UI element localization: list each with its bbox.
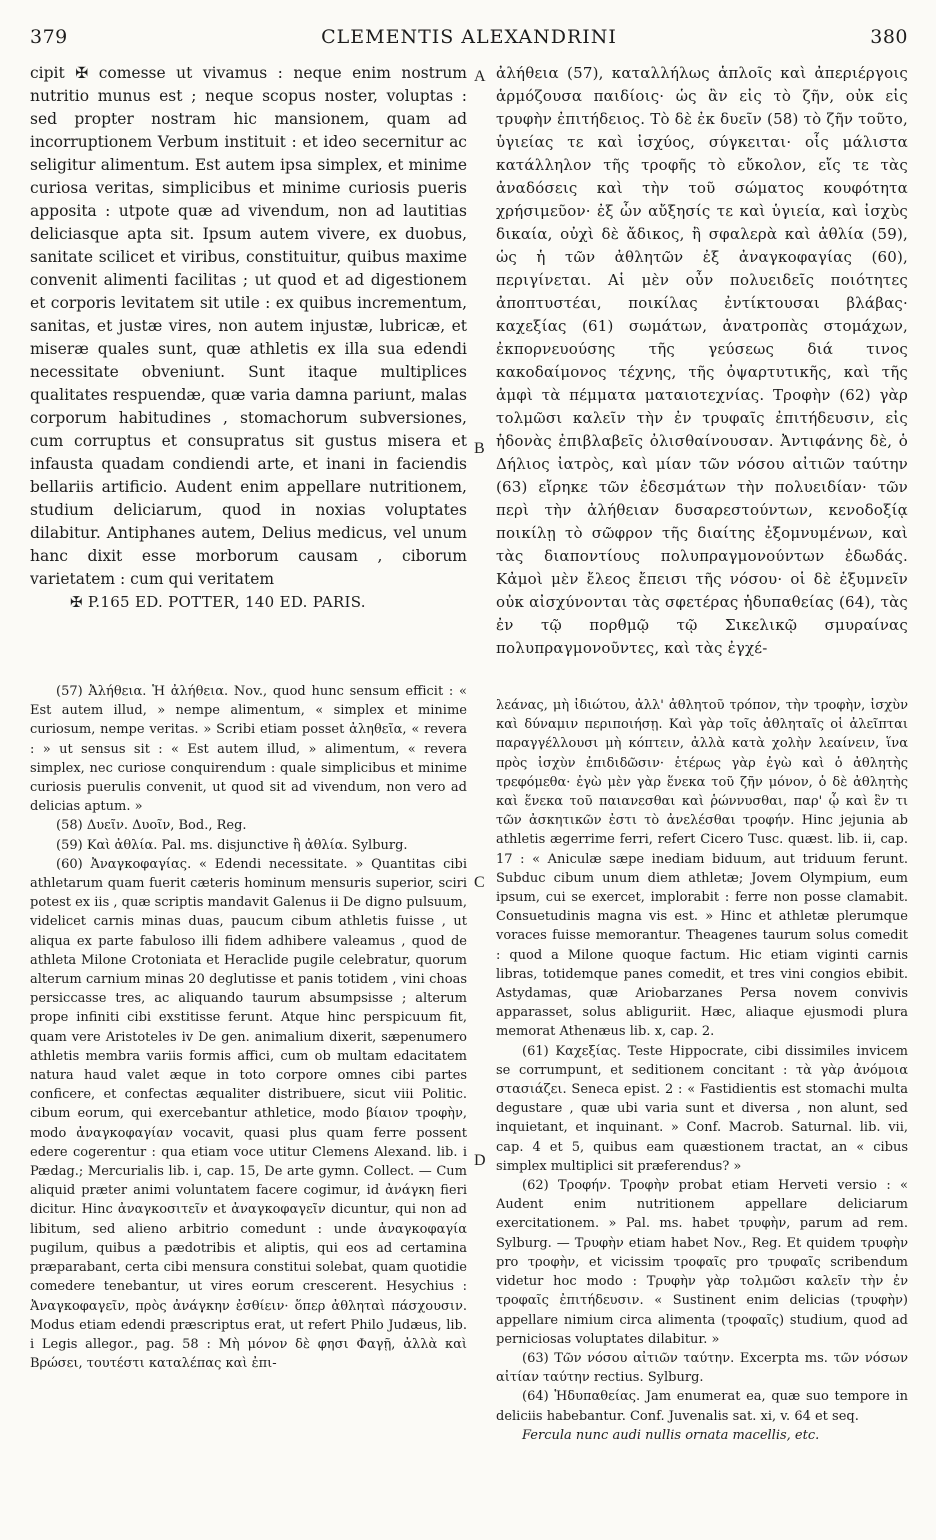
running-title: CLEMENTIS ALEXANDRINI bbox=[321, 26, 617, 48]
note-62: (62) Τροφήν. Τροφὴν probat etiam Herveti versio : « Audent enim nutritionem appellare deliciarum exercitationem. » Pal. ms. habet τρυφὴν, parum ad rem. Sylburg. — Τρυφὴν etiam habet Nov., Reg. Et quidem τρυφὴν pro τροφὴν, et vicissim τροφαῖς pro τρυφαῖς scribendum videtur hoc modo : Τρυφὴν γὰρ τολμῶσι καλεῖν τὴν ἐν τροφαῖς ἐπιτήδευσιν. « Sustinent enim delicias (τρυφὴν) appellare nimium circa alimenta (τροφαῖς) studium, quod ad perniciosas voluptates dilabitur. » bbox=[496, 1178, 908, 1347]
margin-letter-d: D bbox=[474, 1152, 486, 1169]
note-60-continuation: λεάνας, μὴ ἰδιώτου, ἀλλ' ἀθλητοῦ τρόπον, τὴν τροφὴν, ἰσχὺν καὶ δύναμιν περιποιήσῃ. Καὶ γὰρ τοῖς ἀθληταῖς οἱ ἀλεῖπται παραγγέλλουσι μὴ κόπτειν, ἀλλὰ κατὰ χολὴν λεαίνειν, ἵνα πρὸς ἰσχὺν ἐπιδιδῶσιν· ἑτέρως γὰρ ἐγὼ καὶ ὁ ἀθλητὴς τρεφόμεθα· ἐγὼ μὲν γὰρ ἕνεκα τοῦ ζῆν μόνον, ὁ δὲ ἀθλητὴς καὶ ἕνεκα τοῦ παιανεσθαι καὶ ῥώννυσθαι, παρ' ᾧ καὶ ἓν τι τῶν ἀσκητικῶν ἐστι τὸ ἀνελέσθαι τροφήν. Hinc jejunia ab athletis ægerrime ferri, refert Cicero Tusc. quæst. lib. ii, cap. 17 : « Aniculæ sæpe inediam biduum, aut triduum ferunt. Subduc cibum unum diem athletæ; Jovem Olympium, eum ipsum, cui se exercet, implorabit : ferre non posse clamabit. Consuetudinis magna vis est. » Hinc et athletæ plerumque voraces fuisse memorantur. Theagenes taurum solus comedit : quod a Milone quoque factum. Hic etiam viginti carnis libras, totidemque panes comedit, et tres vini congios ebibit. Astydamas, quæ Ariobarzanes Persa novem convivis apparasset, solus abliguriit. Hæc, aliaque ejusmodi plura memorat Athenæus lib. x, cap. 2. bbox=[496, 698, 908, 1040]
left-page-number: 379 bbox=[30, 26, 68, 48]
latin-main-text: cipit ✠ comesse ut vivamus : neque enim nostrum nutritio munus est ; neque scopus noster, voluptas : sed propter nostram hic mansionem, quam ad incorruptionem Verbum instituit : et ideo secernitur ac seligitur alimentum. Est autem ipsa simplex, et minime curiosa veritas, simplicibus et minime curiosis pueris apposita : utpote quæ ad vivendum, non ad lautitias deliciasque apta sit. Ipsum autem vivere, ex duobus, sanitate scilicet et viribus, constituitur, quibus maxime convenit alimenti facilitas ; ut quod et ad digestionem et corporis levitatem sit utile : ex quibus incrementum, sanitas, et justæ vires, non autem injustæ, lubricæ, et miseræ quales sunt, quæ athletis ex illa sua edendi necessitate obveniunt. Sunt itaque multiplices qualitates respuendæ, quæ varia damna pariunt, malas corporum habitudines , stomachorum subversiones, cum corruptus et consupratus sit gustus misera et infausta quadam condiendi arte, et inani in faciendis bellariis artificio. Audent enim appellare nutritionem, studium deliciarum, quod in noxias voluptates dilabitur. Antiphanes autem, Delius medicus, vel unum hanc dixit esse morborum causam , ciborum varietatem : cum qui veritatem bbox=[30, 64, 467, 588]
margin-letter-a: A bbox=[474, 68, 486, 85]
note-60: (60) Ἀναγκοφαγίας. « Edendi necessitate. » Quantitas cibi athletarum quam fuerit cæteris hominum mensuris superior, sciri potest ex iis , quæ scriptis mandavit Galenus ii De digno pulsuum, videlicet carnis minas duas, paucum cibum athletis fuisse , ut aliqua ex parte fabuloso illi fidem adhibere valeamus , quod de athleta Milone Crotoniata et Heraclide pugile celebratur, quorum alterum carnium minas 20 deglutisse et panis totidem , vini choas persiccasse tres, ac aliquando taurum absumpsisse ; alterum prope infiniti cibi exstitisse ferunt. Atque hinc perspicuum fit, quam vere Aristoteles iv De gen. animalium dixerit, sæpenumero athletis membra variis formis affici, cum ob multam edacitatem natura haud valet æque in toto corpore omnes cibi partes conficere, et confectas æqualiter distribuere, sicut viii Politic. cibum eorum, qui exercebantur athletice, modo βίαιον τροφὴν, modo ἀναγκοφαγίαν vocavit, quasi plus quam ferre possent edere cogerentur : qua etiam voce utitur Clemens Alexand. lib. i Pædag.; Mercurialis lib. i, cap. 15, De arte gymn. Collect. — Cum aliquid præter animi voluntatem facere cogimur, id ἀνάγκη fieri dicitur. Hinc ἀναγκοσιτεῖν et ἀναγκοφαγεῖν dicuntur, qui non ad libitum, sed alieno arbitrio comedunt : unde ἀναγκοφαγία pugilum, quibus a pædotribis et aliptis, qui eos ad certamina præparabant, certa cibi mensura constitui solebat, quam quotidie comedere tenebantur, ut vires eorum crescerent. Hesychius : Ἀναγκοφαγεῖν, πρὸς ἀνάγκην ἐσθίειν· ὅπερ ἀθληταὶ πάσχουσιν. Modus etiam edendi præscriptus erat, ut refert Philo Judæus, lib. i Legis allegor., pag. 58 : Μὴ μόνον δὲ φησι Φαγῇ, ἀλλὰ καὶ Βρώσει, τουτέστι καταλέπας καὶ ἐπι- bbox=[30, 856, 467, 1372]
latin-column bbox=[30, 62, 467, 682]
page bbox=[26, 22, 912, 1522]
margin-letter-b: B bbox=[474, 440, 485, 457]
note-63: (63) Τῶν νόσου αἰτιῶν ταύτην. Excerpta ms. τῶν νόσων αἰτίαν ταύτην rectius. Sylburg. bbox=[496, 1350, 908, 1386]
note-61: (61) Καχεξίας. Teste Hippocrate, cibi dissimiles invicem se corrumpunt, et seditionem concitant : τὰ γὰρ ἀνόμοια στασιάζει. Seneca epist. 2 : « Fastidientis est stomachi multa degustare , quæ ubi varia sunt et diversa , non alunt, sed inquietant, et inquinant. » Conf. Macrob. Saturnal. lib. vii, cap. 4 et 5, quibus eam quæstionem tractat, an « cibus simplex multiplici sit præferendus? » bbox=[496, 1043, 908, 1174]
note-58: (58) Δυεῖν. Δυοῖν, Bod., Reg. bbox=[56, 818, 247, 834]
running-header bbox=[26, 22, 912, 52]
note-64: (64) Ἡδυπαθείας. Jam enumerat ea, quæ suo tempore in deliciis habebantur. Conf. Juvenalis sat. xi, v. 64 et seq. bbox=[496, 1389, 908, 1424]
greek-column bbox=[496, 62, 908, 684]
juvenal-quote: Fercula nunc audi nullis ornata macellis, etc. bbox=[522, 1427, 820, 1443]
greek-main-text: ἀλήθεια (57), καταλλήλως ἁπλοῖς καὶ ἀπεριέργοις ἁρμόζουσα παιδίοις· ὡς ἂν εἰς τὸ ζῆν, οὐκ εἰς τρυφὴν ἐπιτήδειος. Τὸ δὲ ἐκ δυεῖν (58) τὸ ζῆν τοῦτο, ὑγιείας τε καὶ ἰσχύος, σύγκειται· οἷς μάλιστα κατάλληλον τῆς τροφῆς τὸ εὔκολον, εἴς τε τὰς ἀναδόσεις καὶ τὴν τοῦ σώματος κουφότητα χρήσιμεῦον· ἐξ ὧν αὔξησίς τε καὶ ὑγιεία, καὶ ἰσχὺς δικαία, οὐχὶ δὲ ἄδικος, ἢ σφαλερὰ καὶ ἀθλία (59), ὡς ἡ τῶν ἀθλητῶν ἐξ ἀναγκοφαγίας (60), περιγίνεται. Αἱ μὲν οὖν πολυειδεῖς ποιότητες ἀποπτυστέαι, ποικίλας ἐντίκτουσαι βλάβας· καχεξίας (61) σωμάτων, ἀνατροπὰς στομάχων, ἐκπορνευούσης τῆς γεύσεως διά τινος κακοδαίμονος τέχνης, τῆς ὀψαρτυτικῆς, καὶ τῆς ἀμφὶ τὰ πέμματα ματαιοτεχνίας. Τροφὴν (62) γὰρ τολμῶσι καλεῖν τὴν ἐν τρυφαῖς ἐπιτήδευσιν, εἰς ἡδονὰς ἐπιβλαβεῖς ὀλισθαίνουσαν. Ἀντιφάνης δὲ, ὁ Δήλιος ἰατρὸς, καὶ μίαν τῶν νόσου αἰτιῶν ταύτην (63) εἴρηκε τῶν ἐδεσμάτων τὴν πολυειδίαν· τῶν περὶ τὴν ἀλήθειαν δυσαρεστούντων, κενοδοξίᾳ ποικίλῃ τὸ σῶφρον τῆς διαίτης ἐξομνυμένων, καὶ τὰς διαποντίους πολυπραγμονούντων ἐδωδάς. Κἀμοὶ μὲν ἔλεος ἔπεισι τῆς νόσου· οἱ δὲ ἐξυμνεῖν οὐκ αἰσχύνονται τὰς σφετέρας ἡδυπαθείας (64), τὰς ἐν τῷ πορθμῷ τῷ Σικελικῷ σμυραίνας πολυπραγμονοῦντες, καὶ τὰς ἐγχέ- bbox=[496, 64, 908, 657]
margin-letter-c: C bbox=[474, 874, 485, 891]
right-notes bbox=[496, 696, 908, 1522]
note-59: (59) Καὶ ἀθλία. Pal. ms. disjunctive ἢ ἀθλία. Sylburg. bbox=[56, 837, 408, 853]
note-57: (57) Ἀλήθεια. Ἡ ἀλήθεια. Nov., quod hunc sensum efficit : « Est autem illud, » nempe alimentum, « simplex et minime curiosum, nempe veritas. » Scribi etiam posset ἀληθεῖα, « revera : » ut sensus sit : « Est autem illud, » alimentum, « revera simplex, nec curiose conquirendum : quale simplicibus et minime curiosis puerulis convenit, ut quod sit ad vivendum, non vero ad delicias aptum. » bbox=[30, 684, 467, 815]
edition-line: ✠ P.165 ED. POTTER, 140 ED. PARIS. bbox=[70, 593, 366, 611]
right-page-number: 380 bbox=[870, 26, 908, 48]
left-notes bbox=[30, 682, 467, 1522]
